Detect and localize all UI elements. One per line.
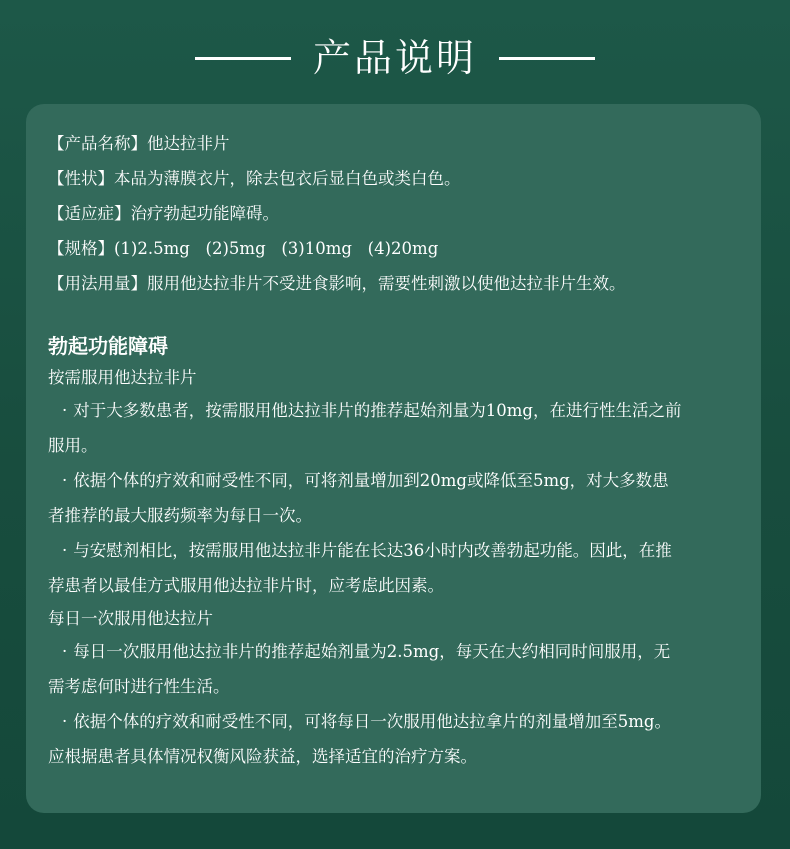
on-demand-heading: 按需服用他达拉非片 xyxy=(48,368,197,387)
product-info-card xyxy=(26,104,761,813)
product-property: 【性状】本品为薄膜衣片，除去包衣后显白色或类白色。 xyxy=(48,169,461,188)
bullet-dot: · xyxy=(62,642,68,661)
product-spec: 【规格】(1)2.5mg (2)5mg (3)10mg (4)20mg xyxy=(48,239,439,258)
on-demand-bullet xyxy=(48,463,741,533)
product-indication: 【适应症】治疗勃起功能障碍。 xyxy=(48,204,279,223)
header-left-rule xyxy=(195,57,291,60)
on-demand-bullet xyxy=(48,533,741,603)
bullet-dot: · xyxy=(62,541,68,560)
on-demand-bullet xyxy=(48,393,741,463)
header-right-rule xyxy=(499,57,595,60)
ed-section-title: 勃起功能障碍 xyxy=(48,334,168,358)
bullet-text: 每日一次服用他达拉非片的推荐起始剂量为2.5mg，每天在大约相同时间服用，无 xyxy=(73,642,671,661)
bullet-text: 对于大多数患者，按需服用他达拉非片的推荐起始剂量为10mg，在进行性生活之前 xyxy=(73,401,682,420)
daily-heading: 每日一次服用他达拉片 xyxy=(48,609,213,628)
bullet-text-cont: 应根据患者具体情况权衡风险获益，选择适宜的治疗方案。 xyxy=(48,747,477,766)
daily-bullet xyxy=(48,704,741,774)
product-usage: 【用法用量】服用他达拉非片不受进食影响，需要性刺激以使他达拉非片生效。 xyxy=(48,274,626,293)
bullet-text-cont: 荐患者以最佳方式服用他达拉非片时，应考虑此因素。 xyxy=(48,576,444,595)
product-name: 【产品名称】他达拉非片 xyxy=(48,134,230,153)
bullet-text: 依据个体的疗效和耐受性不同，可将剂量增加到20mg或降低至5mg，对大多数患 xyxy=(73,471,669,490)
daily-bullet xyxy=(48,634,741,704)
page-title: 产品说明 xyxy=(312,36,477,80)
page-header xyxy=(0,30,790,86)
bullet-dot: · xyxy=(62,712,68,731)
bullet-text-cont: 者推荐的最大服药频率为每日一次。 xyxy=(48,506,312,525)
bullet-dot: · xyxy=(62,471,68,490)
bullet-text: 依据个体的疗效和耐受性不同，可将每日一次服用他达拉拿片的剂量增加至5mg。 xyxy=(73,712,671,731)
bullet-text-cont: 需考虑何时进行性生活。 xyxy=(48,677,230,696)
bullet-dot: · xyxy=(62,401,68,420)
bullet-text-cont: 服用。 xyxy=(48,436,98,455)
bullet-text: 与安慰剂相比，按需服用他达拉非片能在长达36小时内改善勃起功能。因此，在推 xyxy=(73,541,672,560)
